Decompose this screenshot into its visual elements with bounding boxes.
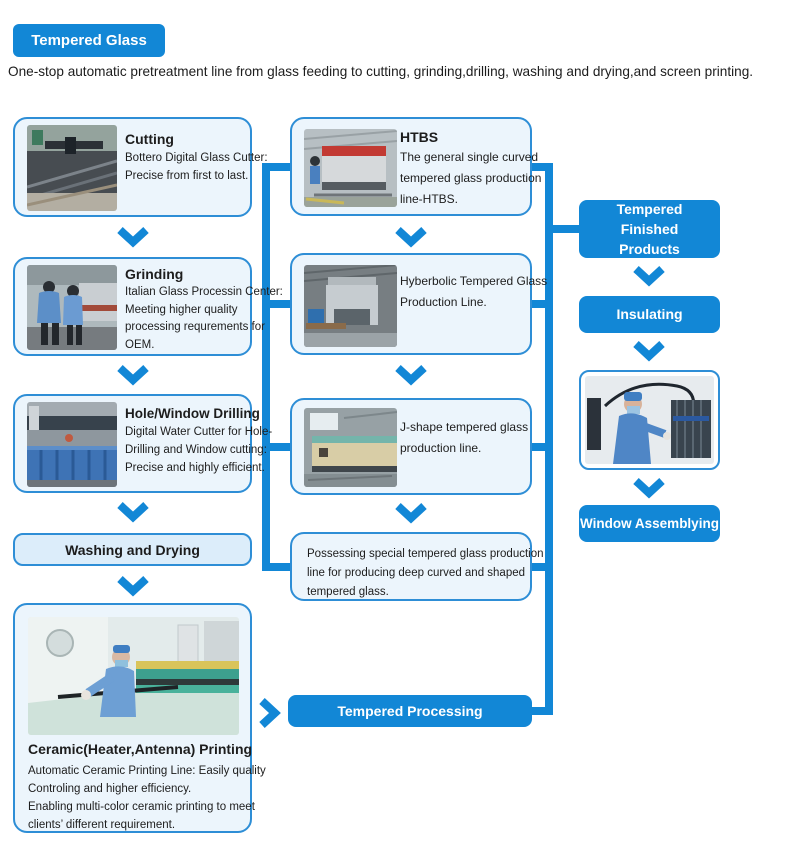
assembling-photo-box xyxy=(579,370,720,470)
htbs-text-line: tempered glass production xyxy=(400,171,542,185)
right-trunk-line xyxy=(545,163,553,715)
chevron-down-icon xyxy=(633,341,665,363)
htbs-text-line: line-HTBS. xyxy=(400,192,459,206)
ceramic-printing-title: Ceramic(Heater,Antenna) Printing xyxy=(28,741,253,757)
branch-to-finished-products xyxy=(553,225,579,233)
window-assembling-button[interactable]: Window Assemblying xyxy=(579,505,720,542)
chevron-down-icon xyxy=(395,503,427,525)
htbs-title: HTBS xyxy=(400,129,439,145)
jshape-text-line: J-shape tempered glass xyxy=(400,420,529,434)
cutting-title: Cutting xyxy=(125,131,174,147)
grinding-text-line: OEM. xyxy=(125,338,155,351)
special-text-line: line for producing deep curved and shaped xyxy=(307,567,526,579)
chevron-down-icon xyxy=(117,502,149,524)
chevron-down-icon xyxy=(117,227,149,249)
special-line-box xyxy=(290,532,544,601)
right-stub-jshape xyxy=(532,443,553,451)
chevron-down-icon xyxy=(395,227,427,249)
insulating-button[interactable]: Insulating xyxy=(579,296,720,333)
grinding-box xyxy=(13,257,283,356)
drilling-title: Hole/Window Drilling xyxy=(125,406,260,421)
htbs-photo xyxy=(304,129,397,207)
ceramic-text-line: clients’ different requirement. xyxy=(28,819,176,831)
left-trunk-line xyxy=(262,163,270,571)
ceramic-text-line: Automatic Ceramic Printing Line: Easily quality xyxy=(28,765,266,777)
htbs-box xyxy=(290,117,542,216)
jshape-text-line: production line. xyxy=(400,441,482,455)
jshape-box xyxy=(290,398,532,495)
chevron-down-icon xyxy=(117,365,149,387)
ceramic-text-line: Enabling multi-color ceramic printing to meet xyxy=(28,801,255,813)
chevron-down-icon xyxy=(633,266,665,288)
ceramic-printing-box xyxy=(13,603,266,833)
grinding-text-line: Italian Glass Processin Center: xyxy=(125,286,283,298)
chevron-down-icon xyxy=(117,576,149,598)
cutting-photo xyxy=(27,125,117,211)
grinding-title: Grinding xyxy=(125,266,184,282)
cutting-box xyxy=(13,117,268,217)
drilling-text-line: Precise and highly efficient. xyxy=(125,462,265,474)
hyperbolic-text-line: Hyberbolic Tempered Glass xyxy=(400,274,548,288)
assembling-photo xyxy=(585,376,714,464)
jshape-photo xyxy=(304,408,397,487)
grinding-text-line: processing requrements for xyxy=(125,321,265,333)
processing-connector xyxy=(532,707,553,715)
special-text-line: tempered glass. xyxy=(307,586,389,598)
chevron-down-icon xyxy=(633,478,665,500)
left-stub-special xyxy=(262,563,290,571)
ceramic-text-line: Controling and higher efficiency. xyxy=(28,783,192,795)
ceramic-printing-photo xyxy=(28,617,239,735)
tempered-processing-button[interactable]: Tempered Processing xyxy=(288,695,532,727)
htbs-text-line: The general single curved xyxy=(400,150,539,164)
tempered-finished-products-button[interactable]: Tempered Finished Products xyxy=(579,200,720,258)
drilling-box xyxy=(13,394,273,493)
grinding-photo xyxy=(27,265,117,350)
hyperbolic-box xyxy=(290,253,548,355)
drilling-text-line: Digital Water Cutter for Hole- xyxy=(125,426,273,438)
cutting-text-line: Precise from first to last. xyxy=(125,170,249,182)
tempered-glass-badge[interactable]: Tempered Glass xyxy=(13,24,165,57)
drilling-photo xyxy=(27,402,117,487)
drilling-text-line: Drilling and Window cutting: xyxy=(125,444,267,456)
subtitle-text: One-stop automatic pretreatment line from glass feeding to cutting, grinding,drilling, washing and drying,and screen printing. xyxy=(8,64,754,79)
cutting-text-line: Bottero Digital Glass Cutter: xyxy=(125,152,268,164)
chevron-down-icon xyxy=(395,365,427,387)
grinding-text-line: Meeting higher quality xyxy=(125,303,238,316)
washing-drying-node: Washing and Drying xyxy=(13,533,252,566)
hyperbolic-photo xyxy=(304,265,397,347)
hyperbolic-text-line: Production Line. xyxy=(400,295,487,309)
chevron-right-icon xyxy=(258,697,282,729)
special-text-line: Possessing special tempered glass production xyxy=(307,548,544,560)
